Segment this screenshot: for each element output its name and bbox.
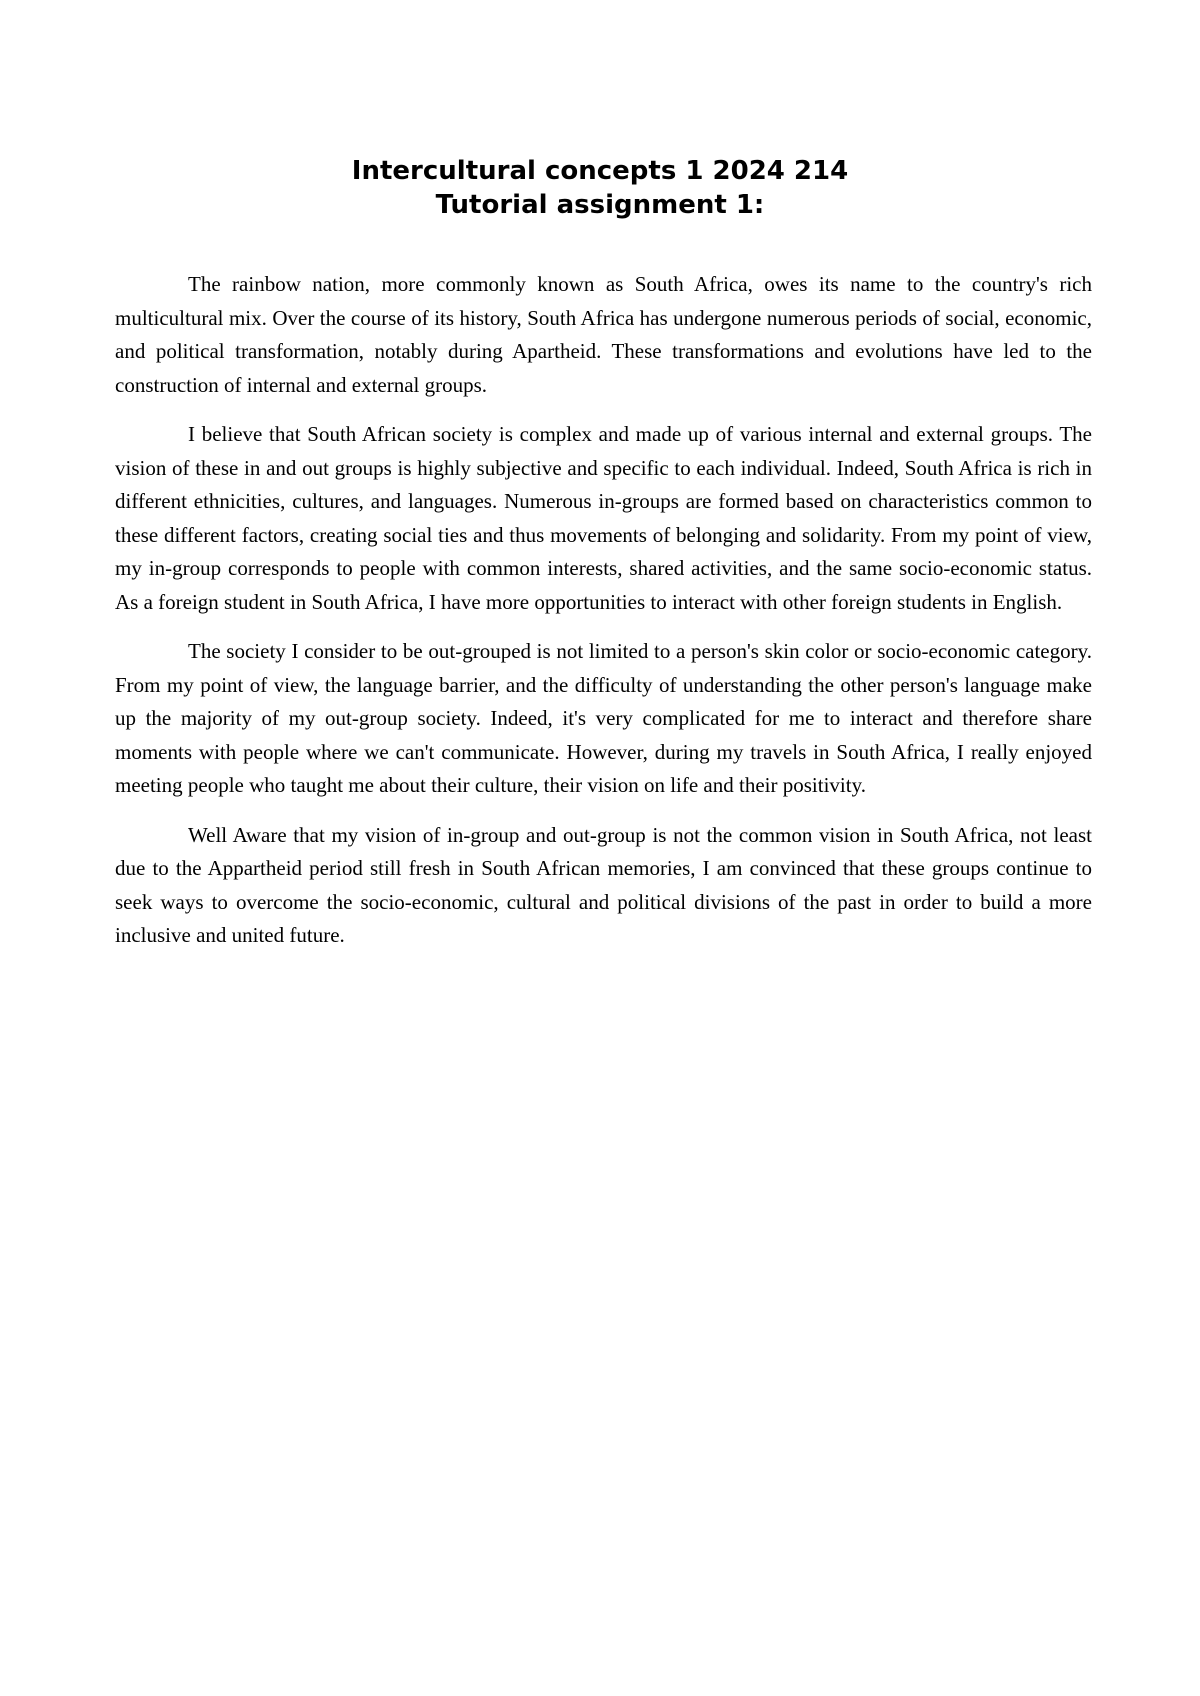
document-body bbox=[115, 268, 1092, 969]
document-title bbox=[0, 154, 1200, 222]
paragraph-4: Well Aware that my vision of in-group and out-group is not the common vision in South Africa, not least due to the Appartheid period still fresh in South African memories, I am convinced that these groups continue to seek ways to overcome the socio-economic, cultural and political divisions of the past in order to build a more inclusive and united future. bbox=[115, 822, 1092, 947]
paragraph-2: I believe that South African society is complex and made up of various internal and external groups. The vision of these in and out groups is highly subjective and specific to each individual. Indeed, South Africa is rich in different ethnicities, cultures, and languages. Numerous in-groups are formed based on characteristics common to these different factors, creating social ties and thus movements of belonging and solidarity. From my point of view, my in-group corresponds to people with common interests, shared activities, and the same socio-economic status. As a foreign student in South Africa, I have more opportunities to interact with other foreign students in English. bbox=[115, 422, 1092, 614]
title-line-2: Tutorial assignment 1: bbox=[435, 190, 765, 220]
title-line-1: Intercultural concepts 1 2024 214 bbox=[351, 156, 849, 186]
paragraph-3: The society I consider to be out-grouped is not limited to a person's skin color or socio-economic category. From my point of view, the language barrier, and the difficulty of understanding the other person's language make up the majority of my out-group society. Indeed, it's very complicated for me to interact and therefore share moments with people where we can't communicate. However, during my travels in South Africa, I really enjoyed meeting people who taught me about their culture, their vision on life and their positivity. bbox=[115, 639, 1092, 797]
paragraph-1: The rainbow nation, more commonly known as South Africa, owes its name to the country's rich multicultural mix. Over the course of its history, South Africa has undergone numerous periods of social, economic, and political transformation, notably during Apartheid. These transformations and evolutions have led to the construction of internal and external groups. bbox=[115, 272, 1092, 397]
